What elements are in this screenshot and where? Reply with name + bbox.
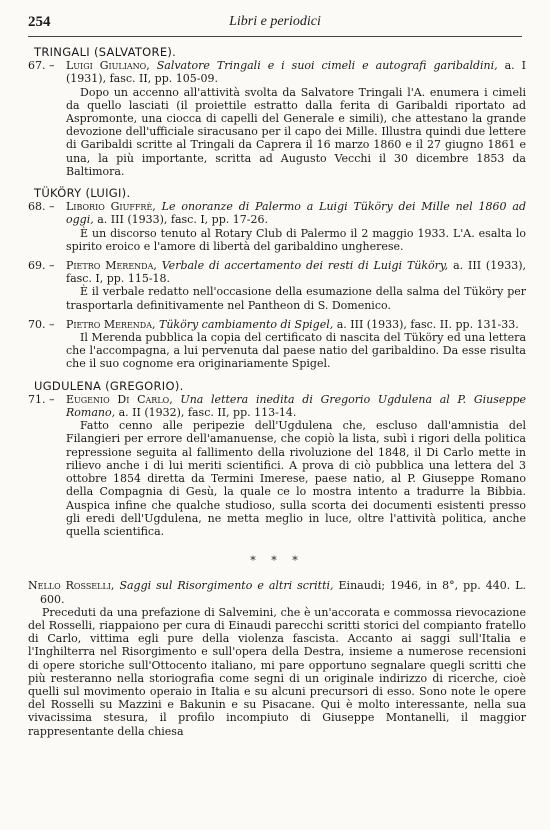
entry-number: 67. – — [28, 59, 55, 73]
review-citation — [28, 579, 526, 605]
page-content — [28, 46, 526, 738]
entry-body: Il Merenda pubblica la copia del certificato di nascita del Tüköry ed una lettera che l'accompagna, a lui pervenuta dal paese natio del garibaldino. Da esse risulta che il suo cognome era originariamente Spigel. — [66, 331, 526, 371]
section-heading: UGDULENA (GREGORIO). — [34, 378, 184, 393]
entry-body: Dopo un accenno all'attività svolta da Salvatore Tringali l'A. enumera i cimeli da quello lasciati (il proiettile estratto dalla ferita di Garibaldi riportato ad Aspromonte, una ciocca di capelli del Generale e simili), che attestano la grande devozione dell'ufficiale siracusano per il capo dei Mille. Illustra quindi due lettere di Garibaldi scritte al Tringali da Caprera il 16 marzo 1860 e il 27 giugno 1861 e una, la più importante, scritta ad Augusto Vecchi il 30 dicembre 1853 da Baltimora. — [66, 85, 526, 178]
entry-details: a. III (1933), fasc. I, pp. 115-18. — [66, 259, 526, 286]
entry-number: 68. – — [28, 200, 55, 214]
entry-citation — [28, 318, 526, 331]
entry-citation — [28, 59, 526, 85]
section-separator: * * * — [250, 554, 304, 568]
entry-details: a. II (1932), fasc. II, pp. 113-14. — [118, 406, 297, 420]
section-heading: TRINGALI (SALVATORE). — [34, 45, 177, 59]
entry-body: Fatto cenno alle peripezie dell'Ugdulena che, escluso dall'amnistia del Filangieri per errore dell'amanuense, che copiò la lista, subì i rigori della politica repressione seguita al fallimento della rivoluzione del 1848, il Di Carlo mette in rilievo anche i di lui meriti scientifici. A prova di ciò pubblica una lettera del 3 ottobre 1854 diretta da Termini Imerese, paese natio, al P. Giuseppe Romano della Compagnia di Gesù, la quale ce lo mostra intento a tradurre la Bibbia. Auspica infine che qualche studioso, sulla scorta dei documenti esistenti presso gli eredi dell'Ugdulena, ne metta meglio in luce, oltre l'attività politica, anche quella scientifica. — [66, 419, 526, 538]
section-heading: TÜKÖRY (LUIGI). — [34, 186, 131, 201]
entry-title: Verbale di accertamento dei resti di Luigi Tüköry, — [161, 259, 449, 273]
page-number: 254 — [28, 14, 51, 30]
entry-title: Le onoranze di Palermo a Luigi Tüköry dei Mille nel 1860 ad oggi, — [66, 200, 526, 227]
entry-body: È il verbale redatto nell'occasione della esumazione della salma del Tüköry per trasportarla definitivamente nel Pantheon di S. Domenico. — [66, 285, 526, 312]
review-author: Nello Rosselli, — [28, 579, 115, 593]
entry-title: Tüköry cambiamento di Spigel, — [158, 317, 334, 331]
entry-author: Pietro Merenda, — [66, 317, 156, 331]
entry-details: a. I (1931), fasc. II, pp. 105-09. — [66, 59, 526, 86]
entry-number: 71. – — [28, 392, 55, 406]
entry-author: Eugenio Di Carlo, — [66, 392, 173, 406]
entry-details: a. III (1933), fasc. II. pp. 131-33. — [336, 317, 519, 331]
entry-title: Una lettera inedita di Gregorio Ugdulena al P. Giuseppe Romano, — [66, 392, 527, 420]
entry-author: Liborio Giuffrè, — [66, 200, 156, 214]
running-title: Libri e periodici — [229, 14, 321, 29]
entry-citation — [28, 393, 526, 419]
entry-author: Pietro Merenda, — [66, 259, 157, 273]
entry-citation — [28, 259, 526, 285]
entry-citation — [28, 200, 526, 226]
entry-title: Salvatore Tringali e i suoi cimeli e autografi garibaldini, — [156, 59, 498, 73]
entry-author: Luigi Giuliano, — [66, 59, 150, 73]
entry-number: 69. – — [28, 259, 55, 273]
page-header — [28, 10, 522, 37]
entry-body: È un discorso tenuto al Rotary Club di Palermo il 2 maggio 1933. L'A. esalta lo spirito eroico e l'amore di libertà del garibaldino ungherese. — [66, 226, 526, 253]
entry-details: a. III (1933), fasc. I, pp. 17-26. — [97, 213, 268, 227]
review-title: Saggi sul Risorgimento e altri scritti, — [119, 579, 334, 593]
review-body: Preceduti da una prefazione di Salvemini, che è un'accorata e commossa rievocazione del Rosselli, riappaiono per cura di Einaudi parecchi scritti storici del compianto fratello di Carlo, vittima egli pure della violenza fascista. Accanto ai saggi sull'Italia e l'Inghilterra nel Risorgimento e sull'opera della Destra, insieme a numerose recensioni di opere storiche sull'Ottocento italiano, mi pare opportuno segnalare quegli scritti che più resteranno nella storiografia come segni di un originale indirizzo di ricerche, cioè quelli sul movimento operaio in Italia e su alcuni precursori di esso. Sono note le opere del Rosselli su Mazzini e Bakunin e su Pisacane. Qui è molto interessante, nella sua vivacissima stesura, il profilo incompiuto di Giuseppe Montanelli, il maggior rappresentante della chiesa — [28, 605, 526, 738]
entry-number: 70. – — [28, 317, 55, 331]
review-details: Einaudi; 1946, in 8°, pp. 440. L. 600. — [40, 579, 526, 606]
